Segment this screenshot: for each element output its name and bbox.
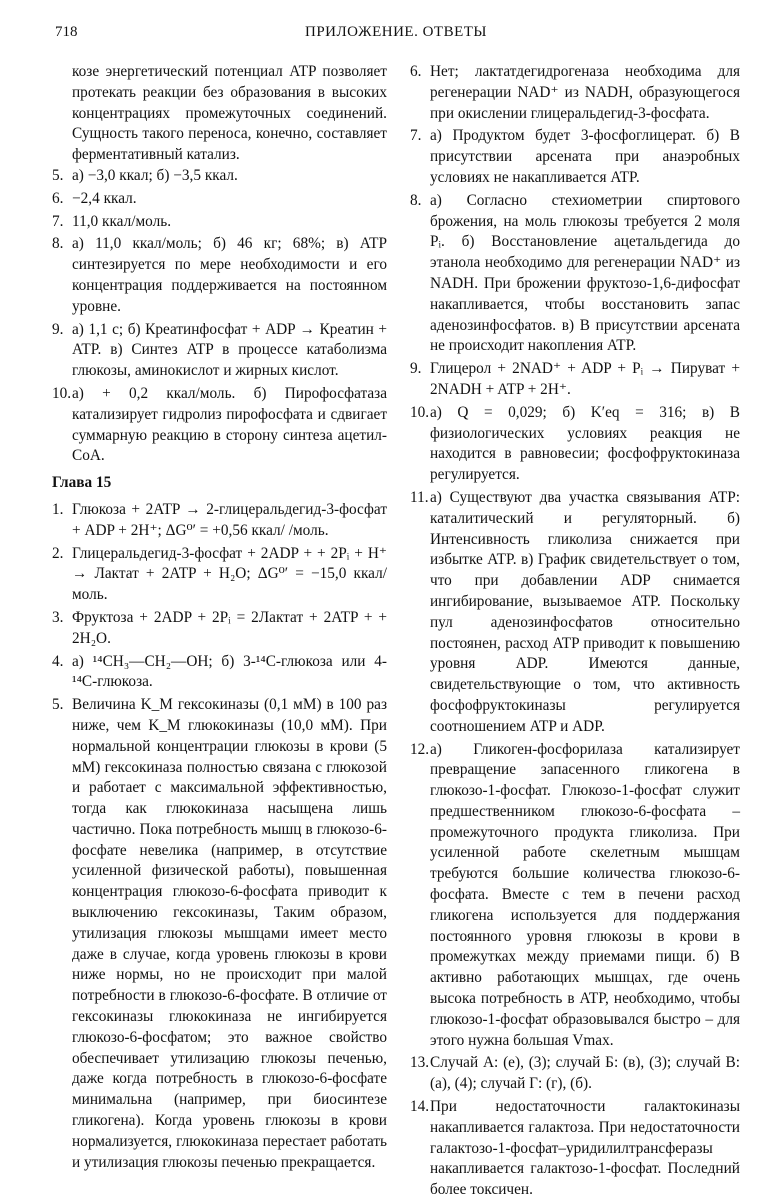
- answer-text: Глюкоза + 2ATP → 2-глицеральдегид-3-фосфат + ADP + 2H⁺; ΔG⁰′ = +0,56 ккал/ /моль.: [72, 500, 387, 539]
- answer-text: При недостаточности галактокиназы накапливается галактоза. При недостаточности галактозо-1-фосфат–уридилилтрансферазы накапливается галактозо-1-фосфат. Последний более токсичен.: [430, 1098, 740, 1199]
- answer-number: 11.: [410, 488, 429, 506]
- answer-text: а) Существуют два участка связывания ATP: каталитический и регуляторный. б) Интенсивность гликолиза снижается при избытке ATP. в) График свидетельствует о том, что при добавлении ADP снимается ингибирование, вызываемое ATP. Поскольку пул аденозинфосфатов относительно постоянен, расход ATP приводит к повышению уровня ADP. Имеются данные, свидетельствующие о том, что активность фосфофруктокиназы регулируется соотношением ATP и ADP.: [430, 488, 740, 735]
- answer-number: 8.: [52, 235, 64, 253]
- answer-text: а) 11,0 ккал/моль; б) 46 кг; 68%; в) ATP синтезируется по мере необходимости и его концентрация поддерживается на постоянном уровне.: [72, 235, 387, 315]
- answer-text: а) Гликоген-фосфорилаза катализирует превращение запасенного гликогена в глюкозо-1-фосфат. Глюкозо-1-фосфат служит предшественником глюкозо-6-фосфата – промежуточного продукта гликолиза. При усиленной работе скелетным мышцам требуются большие количества глюкозо-6-фосфата. Вместе с тем в печени расход гликогена используется для поддержания постоянного уровня глюкозы в крови в промежутках между приемами пищи. б) В активно работающих мышцах, где очень высока потребность в ATP, необходимо, чтобы глюкозо-1-фосфат образовывался быстро – для этого нужна большая Vmax.: [430, 740, 740, 1049]
- page-number: 718: [55, 24, 78, 40]
- answer-item: [52, 544, 387, 606]
- answer-item: [410, 126, 740, 188]
- chapter-heading: Глава 15: [52, 474, 112, 492]
- answer-text: Случай А: (е), (3); случай Б: (в), (3); случай В: (а), (4); случай Г: (г), (б).: [430, 1054, 740, 1093]
- answer-item: [52, 608, 387, 650]
- answer-number: 12.: [410, 740, 430, 758]
- answer-text: Нет; лактатдегидрогеназа необходима для регенерации NAD⁺ из NADH, образующегося при окислении глицеральдегид-3-фосфата.: [430, 63, 740, 122]
- answer-item: [410, 740, 740, 1052]
- continuation-paragraph: козе энергетический потенциал ATP позволяет протекать реакции без образования в высоких концентрациях промежуточных соединений. Сущность такого переноса, конечно, составляет ферментативный катализ.: [72, 63, 387, 164]
- answer-text: Фруктоза + 2ADP + 2Pᵢ = 2Лактат + 2ATP + + 2H₂O.: [72, 608, 387, 647]
- answer-number: 6.: [410, 63, 422, 80]
- answer-item: [52, 234, 387, 317]
- answer-number: 5.: [52, 166, 64, 184]
- answer-item: [410, 1097, 740, 1201]
- answer-number: 14.: [410, 1098, 430, 1116]
- answer-number: 6.: [52, 189, 64, 207]
- answer-number: 7.: [410, 127, 422, 145]
- answer-item: [410, 1053, 740, 1095]
- answer-number: 8.: [410, 191, 422, 209]
- answer-number: 1.: [52, 500, 64, 518]
- answer-item: [52, 166, 387, 187]
- answer-item: [52, 652, 387, 694]
- answer-number: 10.: [410, 403, 430, 421]
- right-column: [410, 62, 740, 1203]
- answer-text: Глицерол + 2NAD⁺ + ADP + Pᵢ → Пируват + 2NADH + ATP + 2H⁺.: [430, 360, 740, 398]
- answer-item: [52, 212, 387, 233]
- answer-number: 9.: [52, 320, 64, 338]
- answer-number: 7.: [52, 212, 64, 230]
- answer-number: 5.: [52, 696, 64, 714]
- answer-item: [410, 191, 740, 357]
- answer-item: [52, 384, 387, 467]
- answer-number: 10.: [52, 384, 72, 402]
- answer-text: а) + 0,2 ккал/моль. б) Пирофосфатаза катализирует гидролиз пирофосфата и сдвигает суммарную реакцию в сторону синтеза ацетил-CoA.: [72, 384, 387, 465]
- answer-number: 2.: [52, 544, 64, 562]
- left-column: [52, 62, 387, 1175]
- answer-text: Глицеральдегид-3-фосфат + 2ADP + + 2Pᵢ + H⁺ → Лактат + 2ATP + H₂O; ΔG⁰′ = −15,0 ккал/моль.: [72, 544, 387, 604]
- running-head: ПРИЛОЖЕНИЕ. ОТВЕТЫ: [305, 24, 487, 40]
- answer-text: Величина K_M гексокиназы (0,1 мМ) в 100 раз ниже, чем K_M глюкокиназы (10,0 мМ). При нормальной концентрации глюкозы в крови (5 мМ) гексокиназа полностью связана с глюкозой и работает с максимальной эффективностью, тогда как глюкокиназа насыщена лишь частично. Пока потребность мышц в глюкозо-6-фосфате невелика (например, в отсутствие усиленной физической работы), повышенная концентрация глюкозо-6-фосфата приводит к выключению гексокиназы, Таким образом, утилизация глюкозы мышцами имеет место даже в случае, когда уровень глюкозы в крови ниже нормы, но не происходит при малой потребности в глюкозо-6-фосфате. В отличие от гексокиназы глюкокиназа не ингибируется глюкозо-6-фосфатом; это важное свойство обеспечивает утилизацию глюкозы печенью, даже когда потребность в глюкозо-6-фосфате минимальна (например, при биосинтезе гликогена). Когда уровень глюкозы в крови нормализуется, глюкокиназа перестает работать и утилизация глюкозы печенью прекращается.: [72, 696, 387, 1171]
- answer-text: 11,0 ккал/моль.: [72, 212, 172, 230]
- answer-text: а) Q = 0,029; б) K′eq = 316; в) В физиологических условиях реакция не находится в равновесии; фосфофруктокиназа регулируется.: [430, 403, 740, 484]
- answer-number: 9.: [410, 360, 422, 378]
- answer-text: а) Продуктом будет 3-фосфоглицерат. б) В присутствии арсената при анаэробных условиях не накапливается ATP.: [430, 127, 740, 186]
- answer-number: 13.: [410, 1054, 430, 1072]
- answer-item: [52, 189, 387, 210]
- answer-item: [52, 500, 387, 542]
- answer-item: [410, 403, 740, 486]
- answer-number: 4.: [52, 652, 64, 670]
- answer-item: [410, 359, 740, 401]
- answer-text: а) ¹⁴CH₃—CH₂—OH; б) 3-¹⁴C-глюкоза или 4-¹⁴C-глюкоза.: [72, 652, 387, 691]
- answer-item: [52, 320, 387, 382]
- answer-item: [410, 62, 740, 124]
- answer-item: [52, 695, 387, 1173]
- answer-text: а) 1,1 с; б) Креатинфосфат + ADP → Креатин + ATP. в) Синтез ATP в процессе катаболизма глюкозы, аминокислот и жирных кислот.: [72, 320, 387, 380]
- answer-text: а) Согласно стехиометрии спиртового брожения, на моль глюкозы требуется 2 моля Pᵢ. б) Восстановление ацетальдегида до этанола необходимо для регенерации NAD⁺ из NADH. При брожении фруктозо-1,6-дифосфат накапливается, чтобы восстановить запас аденозинфосфатов. в) В присутствии арсената не происходит накопления ATP.: [430, 191, 740, 355]
- answer-text: а) −3,0 ккал; б) −3,5 ккал.: [72, 166, 238, 184]
- answer-text: −2,4 ккал.: [72, 189, 137, 207]
- answer-item: [410, 488, 740, 738]
- answer-number: 3.: [52, 608, 64, 626]
